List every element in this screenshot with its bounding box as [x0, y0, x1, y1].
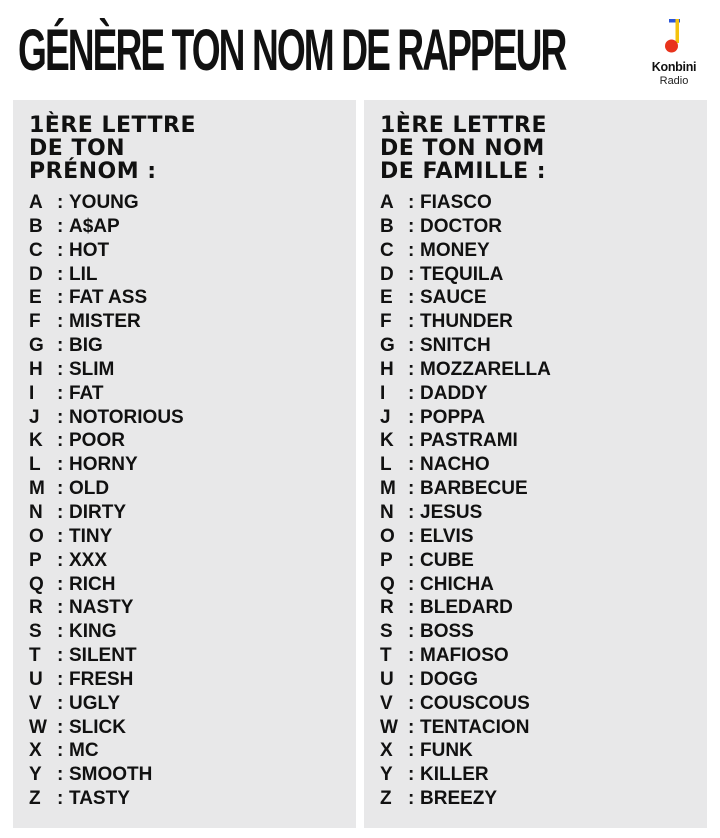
list-item	[29, 239, 349, 263]
list-item	[380, 644, 700, 668]
name-word: TEQUILA	[420, 263, 504, 285]
letter-label: E	[29, 287, 42, 309]
name-word: LIL	[69, 263, 98, 285]
name-word: KING	[69, 621, 117, 643]
name-word: BOSS	[420, 621, 474, 643]
list-item	[29, 477, 349, 501]
list-item	[380, 429, 700, 453]
heading-line: DE FAMILLE :	[380, 159, 547, 184]
name-word: DIRTY	[69, 501, 126, 523]
name-word: BIG	[69, 335, 103, 357]
music-note-icon	[656, 18, 692, 54]
list-item	[29, 763, 349, 787]
letter-label: O	[380, 525, 395, 547]
letter-label: S	[380, 621, 393, 643]
name-word: TINY	[69, 525, 113, 547]
last-name-heading	[380, 114, 547, 183]
separator: :	[408, 668, 415, 690]
list-item	[380, 215, 700, 239]
list-item	[380, 477, 700, 501]
letter-label: W	[29, 716, 47, 738]
list-item	[29, 620, 349, 644]
separator: :	[57, 287, 64, 309]
separator: :	[57, 215, 64, 237]
letter-label: D	[380, 263, 394, 285]
letter-label: A	[29, 192, 43, 213]
name-word: SNITCH	[420, 335, 491, 357]
name-word: POOR	[69, 430, 125, 452]
separator: :	[57, 358, 64, 380]
list-item	[380, 191, 700, 215]
list-item	[29, 406, 349, 430]
separator: :	[57, 263, 64, 285]
letter-label: T	[29, 645, 41, 667]
separator: :	[57, 501, 64, 523]
name-word: SLIM	[69, 358, 115, 380]
list-item	[29, 358, 349, 382]
list-item	[29, 716, 349, 740]
name-word: TASTY	[69, 788, 130, 810]
list-item	[29, 286, 349, 310]
letter-label: N	[380, 501, 394, 523]
name-word: DOGG	[420, 668, 479, 690]
name-word: KILLER	[420, 764, 489, 786]
letter-label: X	[380, 740, 393, 762]
letter-label: Z	[380, 788, 392, 810]
name-word: MONEY	[420, 239, 490, 261]
list-item	[29, 787, 349, 811]
logo-brand: Konbini	[651, 60, 697, 74]
list-item	[29, 215, 349, 239]
page-title: GÉNÈRE TON NOM DE RAPPEUR	[18, 18, 566, 83]
letter-label: Q	[380, 573, 395, 595]
letter-label: Z	[29, 788, 41, 810]
separator: :	[57, 382, 64, 404]
separator: :	[57, 788, 64, 810]
name-word: NOTORIOUS	[69, 406, 184, 428]
separator: :	[408, 740, 415, 762]
name-word: A$AP	[69, 215, 120, 237]
heading-line: 1ÈRE LETTRE	[29, 113, 196, 138]
separator: :	[408, 645, 415, 667]
list-item	[380, 620, 700, 644]
list-item	[380, 525, 700, 549]
separator: :	[57, 430, 64, 452]
letter-label: H	[380, 358, 394, 380]
name-word: CUBE	[420, 549, 474, 571]
list-item	[380, 239, 700, 263]
separator: :	[57, 549, 64, 571]
list-item	[380, 692, 700, 716]
letter-label: B	[29, 215, 43, 237]
letter-label: Y	[29, 764, 42, 786]
letter-label: E	[380, 287, 393, 309]
separator: :	[408, 358, 415, 380]
name-word: SLICK	[69, 716, 126, 738]
heading-line: 1ÈRE LETTRE	[380, 113, 547, 138]
letter-label: X	[29, 740, 42, 762]
first-name-list	[29, 191, 349, 811]
letter-label: G	[29, 335, 44, 357]
first-name-heading	[29, 114, 196, 183]
separator: :	[408, 621, 415, 643]
name-word: MAFIOSO	[420, 645, 509, 667]
separator: :	[408, 430, 415, 452]
name-word: PASTRAMI	[420, 430, 518, 452]
separator: :	[57, 645, 64, 667]
letter-label: Y	[380, 764, 393, 786]
separator: :	[408, 454, 415, 476]
letter-label: J	[380, 406, 391, 428]
separator: :	[57, 573, 64, 595]
letter-label: C	[380, 239, 394, 261]
list-item	[380, 739, 700, 763]
name-word: TENTACION	[420, 716, 530, 738]
separator: :	[408, 311, 415, 333]
name-word: FUNK	[420, 740, 473, 762]
konbini-radio-logo	[642, 18, 712, 92]
separator: :	[408, 788, 415, 810]
separator: :	[408, 597, 415, 619]
list-item	[29, 525, 349, 549]
name-word: POPPA	[420, 406, 486, 428]
letter-label: V	[380, 692, 393, 714]
name-word: HORNY	[69, 454, 138, 476]
letter-label: R	[380, 597, 394, 619]
name-word: DOCTOR	[420, 215, 502, 237]
name-word: MISTER	[69, 311, 141, 333]
list-item	[380, 406, 700, 430]
separator: :	[408, 764, 415, 786]
letter-label: Q	[29, 573, 44, 595]
letter-label: U	[29, 668, 43, 690]
name-word: DADDY	[420, 382, 488, 404]
heading-line: DE TON	[29, 136, 126, 161]
letter-label: L	[29, 454, 41, 476]
separator: :	[408, 716, 415, 738]
name-word: UGLY	[69, 692, 121, 714]
separator: :	[57, 668, 64, 690]
list-item	[29, 668, 349, 692]
separator: :	[57, 597, 64, 619]
separator: :	[408, 406, 415, 428]
letter-label: B	[380, 215, 394, 237]
list-item	[380, 549, 700, 573]
name-word: YOUNG	[69, 192, 139, 213]
name-word: XXX	[69, 549, 108, 571]
logo-subtitle: Radio	[659, 75, 689, 87]
letter-label: D	[29, 263, 43, 285]
list-item	[29, 191, 349, 215]
letter-label: V	[29, 692, 42, 714]
name-word: NACHO	[420, 454, 490, 476]
letter-label: J	[29, 406, 40, 428]
first-name-panel	[13, 100, 356, 828]
last-name-list	[380, 191, 700, 811]
letter-label: O	[29, 525, 44, 547]
list-item	[380, 668, 700, 692]
separator: :	[408, 501, 415, 523]
letter-label: P	[29, 549, 42, 571]
list-item	[29, 453, 349, 477]
separator: :	[57, 692, 64, 714]
list-item	[380, 716, 700, 740]
letter-label: K	[380, 430, 394, 452]
letter-label: S	[29, 621, 42, 643]
name-word: SMOOTH	[69, 764, 153, 786]
separator: :	[57, 454, 64, 476]
name-word: FRESH	[69, 668, 134, 690]
list-item	[380, 310, 700, 334]
list-item	[29, 573, 349, 597]
letter-label: R	[29, 597, 43, 619]
list-item	[380, 573, 700, 597]
list-item	[380, 763, 700, 787]
letter-label: I	[29, 382, 35, 404]
letter-label: M	[29, 478, 45, 500]
name-word: MOZZARELLA	[420, 358, 551, 380]
list-item	[29, 263, 349, 287]
separator: :	[408, 239, 415, 261]
name-word: THUNDER	[420, 311, 513, 333]
list-item	[380, 286, 700, 310]
name-word: BARBECUE	[420, 478, 528, 500]
list-item	[380, 787, 700, 811]
separator: :	[57, 525, 64, 547]
list-item	[29, 310, 349, 334]
letter-label: H	[29, 358, 43, 380]
list-item	[380, 358, 700, 382]
letter-label: C	[29, 239, 43, 261]
letter-label: A	[380, 192, 394, 213]
separator: :	[57, 311, 64, 333]
separator: :	[408, 549, 415, 571]
list-item	[29, 429, 349, 453]
letter-label: T	[380, 645, 392, 667]
separator: :	[57, 239, 64, 261]
list-item	[29, 382, 349, 406]
name-word: ELVIS	[420, 525, 474, 547]
name-word: BREEZY	[420, 788, 498, 810]
name-word: OLD	[69, 478, 110, 500]
list-item	[380, 501, 700, 525]
list-item	[380, 453, 700, 477]
separator: :	[408, 382, 415, 404]
separator: :	[57, 335, 64, 357]
separator: :	[408, 192, 415, 213]
last-name-panel	[364, 100, 707, 828]
list-item	[380, 382, 700, 406]
letter-label: P	[380, 549, 393, 571]
separator: :	[408, 335, 415, 357]
letter-label: F	[29, 311, 41, 333]
name-word: FAT ASS	[69, 287, 148, 309]
separator: :	[408, 525, 415, 547]
list-item	[29, 596, 349, 620]
name-word: RICH	[69, 573, 116, 595]
list-item	[380, 596, 700, 620]
separator: :	[57, 621, 64, 643]
list-item	[29, 501, 349, 525]
separator: :	[57, 406, 64, 428]
letter-label: N	[29, 501, 43, 523]
separator: :	[57, 192, 64, 213]
list-item	[29, 549, 349, 573]
letter-label: U	[380, 668, 394, 690]
letter-label: M	[380, 478, 396, 500]
separator: :	[57, 478, 64, 500]
letter-label: K	[29, 430, 43, 452]
name-word: JESUS	[420, 501, 483, 523]
letter-label: L	[380, 454, 392, 476]
name-word: SILENT	[69, 645, 137, 667]
name-word: NASTY	[69, 597, 134, 619]
list-item	[380, 263, 700, 287]
list-item	[29, 644, 349, 668]
name-word: MC	[69, 740, 99, 762]
name-word: HOT	[69, 239, 110, 261]
heading-line: DE TON NOM	[380, 136, 545, 161]
list-item	[29, 692, 349, 716]
separator: :	[408, 692, 415, 714]
name-word: FAT	[69, 382, 104, 404]
letter-label: I	[380, 382, 386, 404]
name-word: CHICHA	[420, 573, 494, 595]
letter-label: W	[380, 716, 398, 738]
name-word: COUSCOUS	[420, 692, 530, 714]
list-item	[29, 739, 349, 763]
separator: :	[408, 215, 415, 237]
separator: :	[408, 263, 415, 285]
name-word: SAUCE	[420, 287, 487, 309]
name-word: FIASCO	[420, 192, 492, 213]
list-item	[380, 334, 700, 358]
letter-label: G	[380, 335, 395, 357]
separator: :	[57, 740, 64, 762]
name-word: BLEDARD	[420, 597, 513, 619]
letter-label: F	[380, 311, 392, 333]
separator: :	[57, 716, 64, 738]
separator: :	[57, 764, 64, 786]
separator: :	[408, 478, 415, 500]
list-item	[29, 334, 349, 358]
separator: :	[408, 287, 415, 309]
separator: :	[408, 573, 415, 595]
heading-line: PRÉNOM :	[29, 159, 157, 184]
